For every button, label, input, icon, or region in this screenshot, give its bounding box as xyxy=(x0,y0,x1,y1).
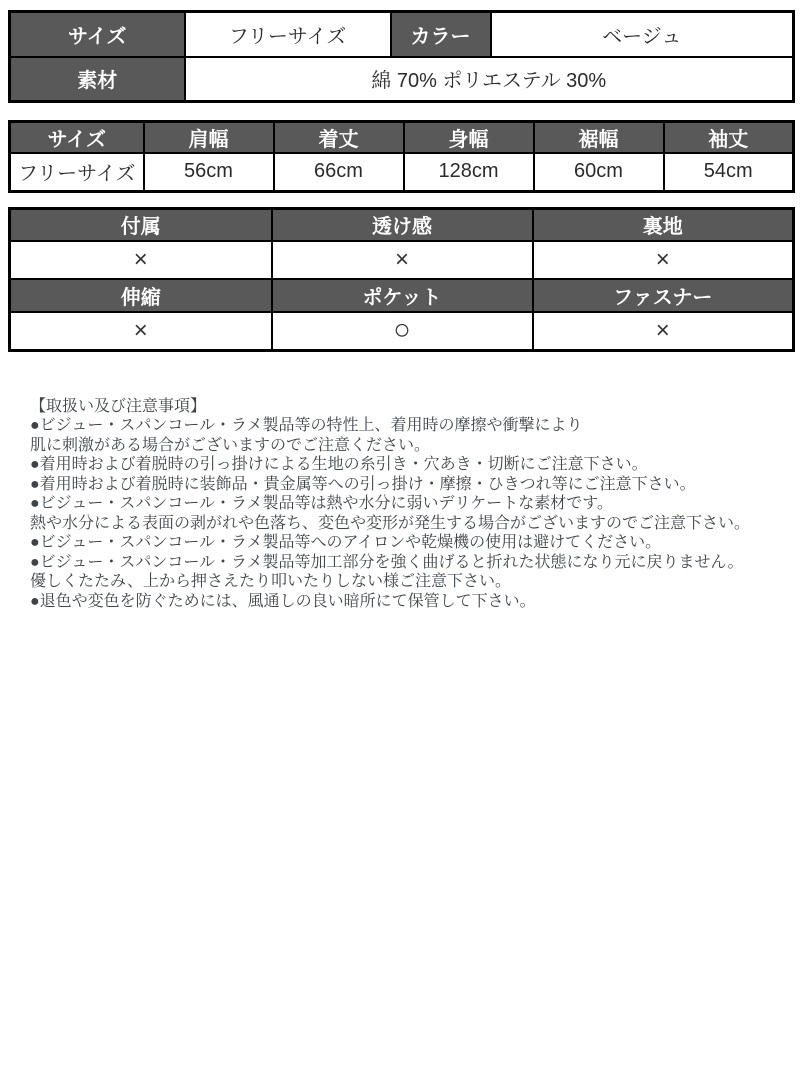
zipper-header: ファスナー xyxy=(533,279,794,312)
features-header-row-1 xyxy=(10,208,794,241)
size-header: サイズ xyxy=(10,12,185,57)
spec-table xyxy=(8,10,795,103)
hem-width-cell: 60cm xyxy=(534,153,664,191)
material-header: 素材 xyxy=(10,57,185,102)
care-note-line: 優しくたたみ、上から押さえたり叩いたりしない様ご注意下さい。 xyxy=(30,573,511,590)
col-header-length: 着丈 xyxy=(274,122,404,154)
spec-row-size-color xyxy=(10,12,794,57)
features-value-row-2 xyxy=(10,312,794,350)
care-note-line: ●着用時および着脱時の引っ掛けによる生地の糸引き・穴あき・切断にご注意下さい。 xyxy=(30,456,648,473)
stretch-header: 伸縮 xyxy=(10,279,272,312)
shoulder-width-cell: 56cm xyxy=(144,153,274,191)
lining-header: 裏地 xyxy=(533,208,794,241)
measurements-header-row xyxy=(10,122,794,154)
col-header-size: サイズ xyxy=(10,122,144,154)
care-note-line: 肌に刺激がある場合がございますのでご注意ください。 xyxy=(30,436,431,454)
care-note-line: ●退色や変色を防ぐためには、風通しの良い暗所にて保管して下さい。 xyxy=(30,592,536,610)
measurements-value-row xyxy=(10,153,794,191)
care-note-line: ●ビジュー・スパンコール・ラメ製品等の特性上、着用時の摩擦や衝撃により xyxy=(30,417,583,434)
care-notes xyxy=(8,397,792,612)
col-header-hem-width: 裾幅 xyxy=(534,122,664,154)
size-name-cell: フリーサイズ xyxy=(10,153,144,191)
col-header-shoulder-width: 肩幅 xyxy=(144,122,274,154)
sheerness-value: × xyxy=(272,241,533,279)
color-value: ベージュ xyxy=(491,12,794,57)
zipper-value: × xyxy=(533,312,794,350)
length-cell: 66cm xyxy=(274,153,404,191)
spec-row-material xyxy=(10,57,794,102)
features-table xyxy=(8,207,795,352)
pocket-header: ポケット xyxy=(272,279,533,312)
features-value-row-1 xyxy=(10,241,794,279)
care-note-line: ●ビジュー・スパンコール・ラメ製品等は熱や水分に弱いデリケートな素材です。 xyxy=(30,495,613,512)
care-notes-title: 【取扱い及び注意事項】 xyxy=(30,397,207,415)
material-value: 綿 70% ポリエステル 30% xyxy=(185,57,794,102)
accessories-value: × xyxy=(10,241,272,279)
features-header-row-2 xyxy=(10,279,794,312)
care-note-line: ●ビジュー・スパンコール・ラメ製品等加工部分を強く曲げると折れた状態になり元に戻りません。 xyxy=(30,553,744,571)
care-note-line: ●ビジュー・スパンコール・ラメ製品等へのアイロンや乾燥機の使用は避けてください。 xyxy=(30,534,662,551)
pocket-value: ○ xyxy=(272,312,533,350)
care-note-line: 熱や水分による表面の剥がれや色落ち、変色や変形が発生する場合がございますのでご注意下さい。 xyxy=(30,514,751,532)
lining-value: × xyxy=(533,241,794,279)
sleeve-length-cell: 54cm xyxy=(664,153,794,191)
body-width-cell: 128cm xyxy=(404,153,534,191)
color-header: カラー xyxy=(391,12,491,57)
accessories-header: 付属 xyxy=(10,208,272,241)
stretch-value: × xyxy=(10,312,272,350)
size-value: フリーサイズ xyxy=(185,12,391,57)
sheerness-header: 透け感 xyxy=(272,208,533,241)
measurements-table xyxy=(8,120,795,193)
care-note-line: ●着用時および着脱時に装飾品・貴金属等への引っ掛け・摩擦・ひきつれ等にご注意下さい。 xyxy=(30,475,696,493)
col-header-body-width: 身幅 xyxy=(404,122,534,154)
col-header-sleeve-length: 袖丈 xyxy=(664,122,794,154)
